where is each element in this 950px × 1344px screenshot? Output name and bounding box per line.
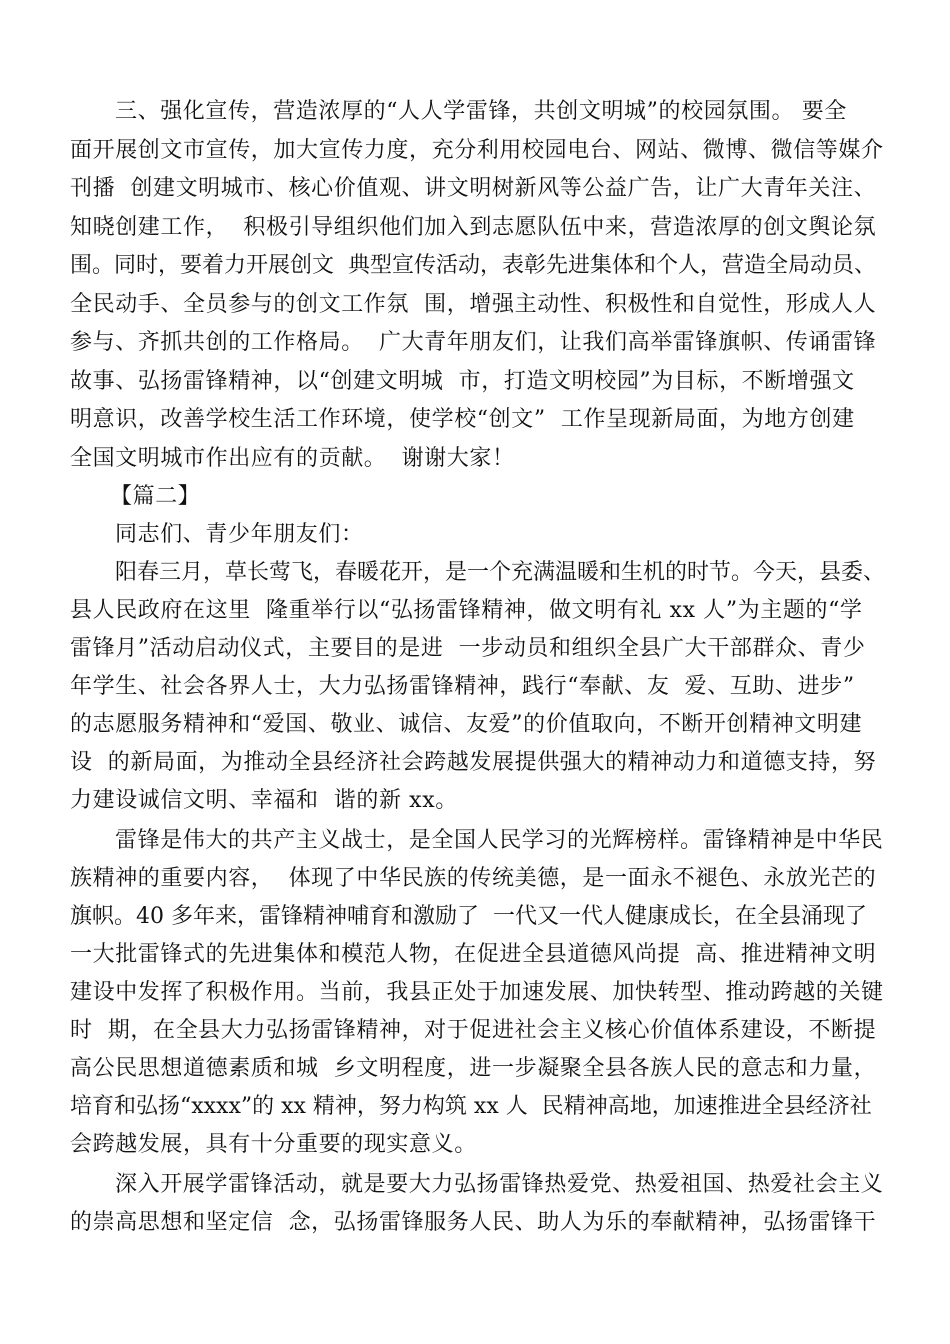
text-line: 面开展创文市宣传，加大宣传力度，充分利用校园电台、网站、微博、微信等媒介 (70, 138, 884, 163)
salutation: 同志们、青少年朋友们： (115, 522, 364, 547)
text-line: 旗帜。40 多年来，雷锋精神哺育和激励了 一代又一代人健康成长，在全县涌现了 (70, 904, 867, 929)
text-line: 的志愿服务精神和“爱国、敬业、诚信、友爱”的价值取向，不断开创精神文明建 (70, 712, 863, 737)
text-line: 的崇高思想和坚定信 念，弘扬雷锋服务人民、助人为乐的奉献精神，弘扬雷锋干 (70, 1210, 877, 1235)
text-line: 全国文明城市作出应有的贡献。 谢谢大家！ (70, 446, 515, 471)
text-line: 参与、齐抓共创的工作格局。 广大青年朋友们，让我们高举雷锋旗帜、传诵雷锋 (70, 330, 877, 355)
text-line: 雷锋是伟大的共产主义战士，是全国人民学习的光辉榜样。雷锋精神是中华民 (115, 828, 884, 853)
text-line: 三、强化宣传，营造浓厚的“人人学雷锋，共创文明城”的校园氛围。 要全 (115, 99, 847, 124)
text-line: 知晓创建工作， 积极引导组织他们加入到志愿队伍中来，营造浓厚的创文舆论氛 (70, 215, 877, 240)
text-line: 培育和弘扬“xxxx”的 xx 精神，努力构筑 xx 人 民精神高地，加速推进全县经济社 (70, 1094, 872, 1119)
text-line: 雷锋月”活动启动仪式，主要目的是进 一步动员和组织全县广大干部群众、青少 (70, 636, 866, 661)
text-line: 会跨越发展，具有十分重要的现实意义。 (70, 1132, 477, 1157)
section-heading: 【篇二】 (110, 484, 201, 509)
text-line: 围。同时，要着力开展创文 典型宣传活动，表彰先进集体和个人，营造全局动员、 (70, 253, 876, 278)
text-line: 年学生、社会各界人士，大力弘扬雷锋精神，践行“奉献、友 爱、互助、进步” (70, 674, 855, 699)
text-line: 阳春三月，草长莺飞，春暖花开，是一个充满温暖和生机的时节。今天，县委、 (115, 560, 886, 585)
text-line: 时 期，在全县大力弘扬雷锋精神，对于促进社会主义核心价值体系建设，不断提 (70, 1018, 877, 1043)
text-line: 县人民政府在这里 隆重举行以“弘扬雷锋精神，做文明有礼 xx 人”为主题的“学 (70, 598, 863, 623)
text-line: 刊播 创建文明城市、核心价值观、讲文明树新风等公益广告，让广大青年关注、 (70, 176, 877, 201)
text-line: 一大批雷锋式的先进集体和模范人物，在促进全县道德风尚提 高、推进精神文明 (70, 942, 877, 967)
text-line: 力建设诚信文明、幸福和 谐的新 xx。 (70, 788, 458, 813)
text-line: 故事、弘扬雷锋精神，以“创建文明城 市，打造文明校园”为目标，不断增强文 (70, 369, 855, 394)
text-line: 族精神的重要内容， 体现了中华民族的传统美德，是一面永不褪色、永放光芒的 (70, 866, 877, 891)
text-line: 深入开展学雷锋活动，就是要大力弘扬雷锋热爱党、热爱祖国、热爱社会主义 (115, 1172, 884, 1197)
text-line: 高公民思想道德素质和城 乡文明程度，进一步凝聚全县各族人民的意志和力量， (70, 1056, 877, 1081)
text-line: 建设中发挥了积极作用。当前，我县正处于加速发展、加快转型、推动跨越的关键 (70, 980, 884, 1005)
text-line: 明意识，改善学校生活工作环境，使学校“创文” 工作呈现新局面，为地方创建 (70, 407, 855, 432)
text-line: 设 的新局面，为推动全县经济社会跨越发展提供强大的精神动力和道德支持，努 (70, 750, 877, 775)
text-line: 全民动手、全员参与的创文工作氛 围，增强主动性、积极性和自觉性，形成人人 (70, 292, 877, 317)
